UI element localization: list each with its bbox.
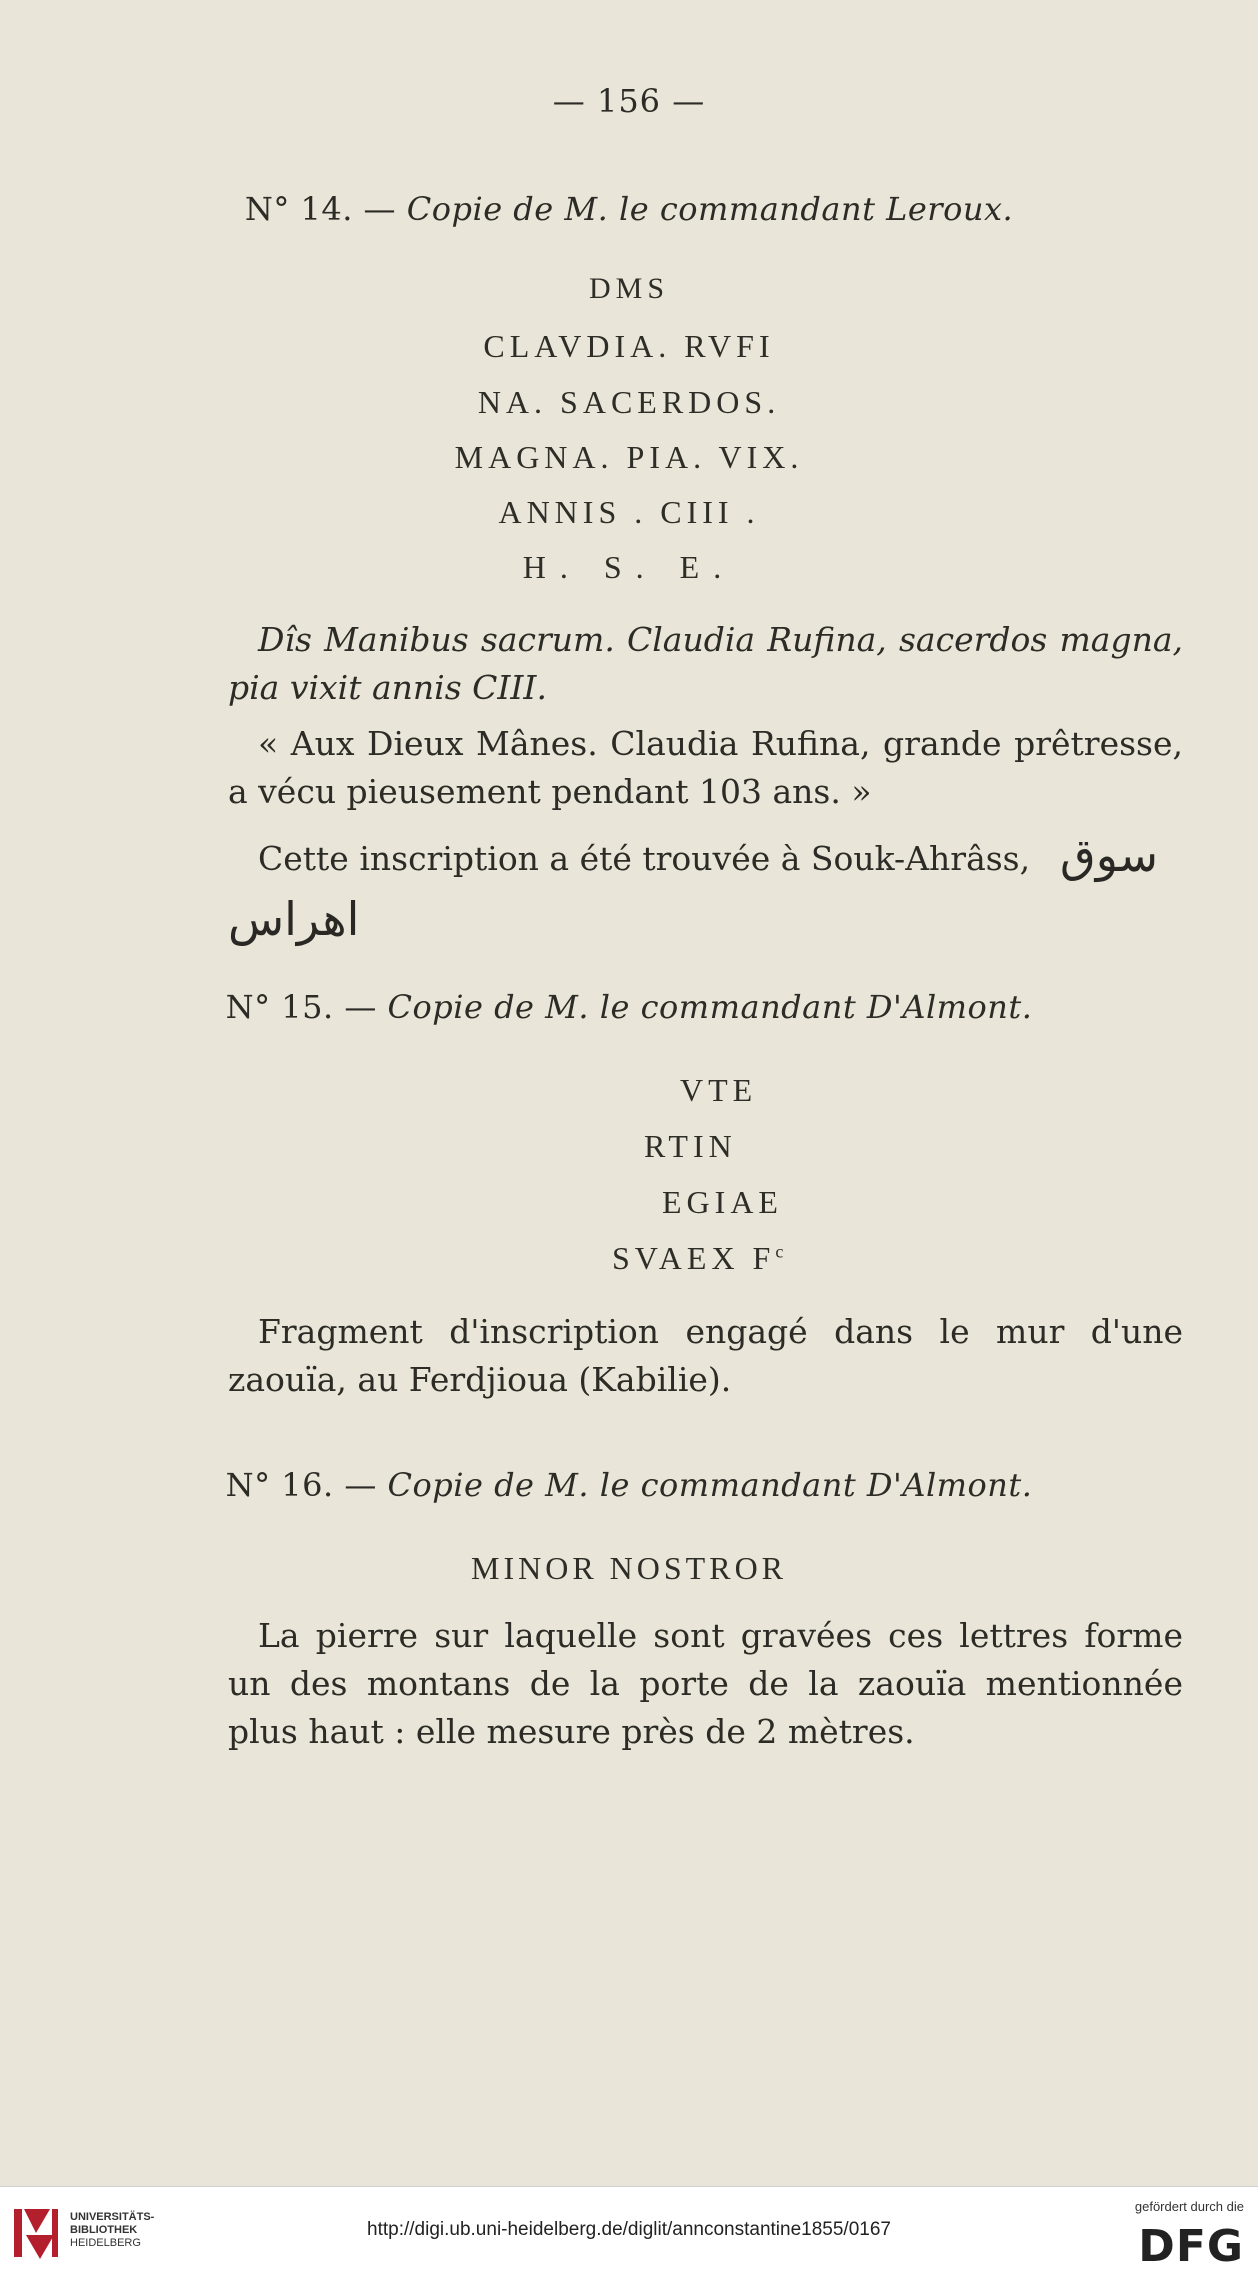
inscription-line: H. S. E. [522, 549, 736, 585]
inscription-line: CLAVDIA. RVFI [483, 328, 775, 364]
provenance-note: Cette inscription a été trouvée à Souk-Ahrâss, [258, 839, 1031, 878]
entry-source: Copie de M. le commandant Leroux. [406, 190, 1014, 228]
inscription-line [612, 1240, 783, 1277]
inscription-text: SVAEX F [612, 1240, 776, 1276]
inscription-line: VTE [680, 1072, 758, 1108]
library-line: UNIVERSITÄTS- [70, 2211, 155, 2223]
entry-dash: — [363, 190, 397, 228]
inscription-superscript: c [775, 1241, 784, 1262]
inscription-line: NA. SACERDOS. [477, 384, 781, 420]
entry-dash: — [344, 988, 377, 1026]
funding-note: gefördert durch die [1134, 2199, 1244, 2214]
inscription-line: RTIN [644, 1128, 737, 1164]
library-line: HEIDELBERG [70, 2237, 141, 2249]
arabic-souk: سوق [1060, 828, 1158, 882]
entry-number: N° 14. [244, 190, 353, 228]
source-url-link[interactable]: http://digi.ub.uni-heidelberg.de/diglit/annconstantine1855/0167 [367, 2219, 891, 2240]
entry-16-heading [0, 1466, 1258, 1504]
translation: « Aux Dieux Mânes. Claudia Rufina, grande prêtresse, a vécu pieusement pendant 103 ans. » [228, 724, 1183, 811]
entry-number: N° 16. [225, 1466, 334, 1504]
fragment-note: Fragment d'inscription engagé dans le mur d'une zaouïa, au Ferdjioua (Kabilie). [228, 1312, 1183, 1399]
entry-dash: — [344, 1466, 377, 1504]
page-number: — 156 — [552, 82, 706, 120]
inscription-line: MAGNA. PIA. VIX. [454, 439, 804, 475]
dfg-logo: DFG [1138, 2221, 1244, 2272]
stone-note: La pierre sur laquelle sont gravées ces lettres forme un des montans de la porte de la zaouïa mentionnée plus haut : elle mesure près de 2 mètres. [228, 1616, 1183, 1751]
entry-source: Copie de M. le commandant D'Almont. [387, 1466, 1033, 1504]
inscription-line: EGIAE [662, 1184, 783, 1220]
entry-number: N° 15. [225, 988, 334, 1026]
inscription-line: ANNIS . CIII . [498, 494, 760, 530]
library-line: BIBLIOTHEK [70, 2224, 138, 2236]
inscription-line: MINOR NOSTROR [470, 1550, 788, 1586]
inscription-line: DMS [588, 272, 670, 305]
entry-14-heading [0, 190, 1258, 228]
footer-bar [0, 2186, 1258, 2277]
entry-15-heading [0, 988, 1258, 1026]
arabic-ahras: اهراس [228, 892, 360, 946]
latin-reading: Dîs Manibus sacrum. Claudia Rufina, sacerdos magna, pia vixit annis CIII. [228, 620, 1183, 707]
entry-source: Copie de M. le commandant D'Almont. [387, 988, 1033, 1026]
